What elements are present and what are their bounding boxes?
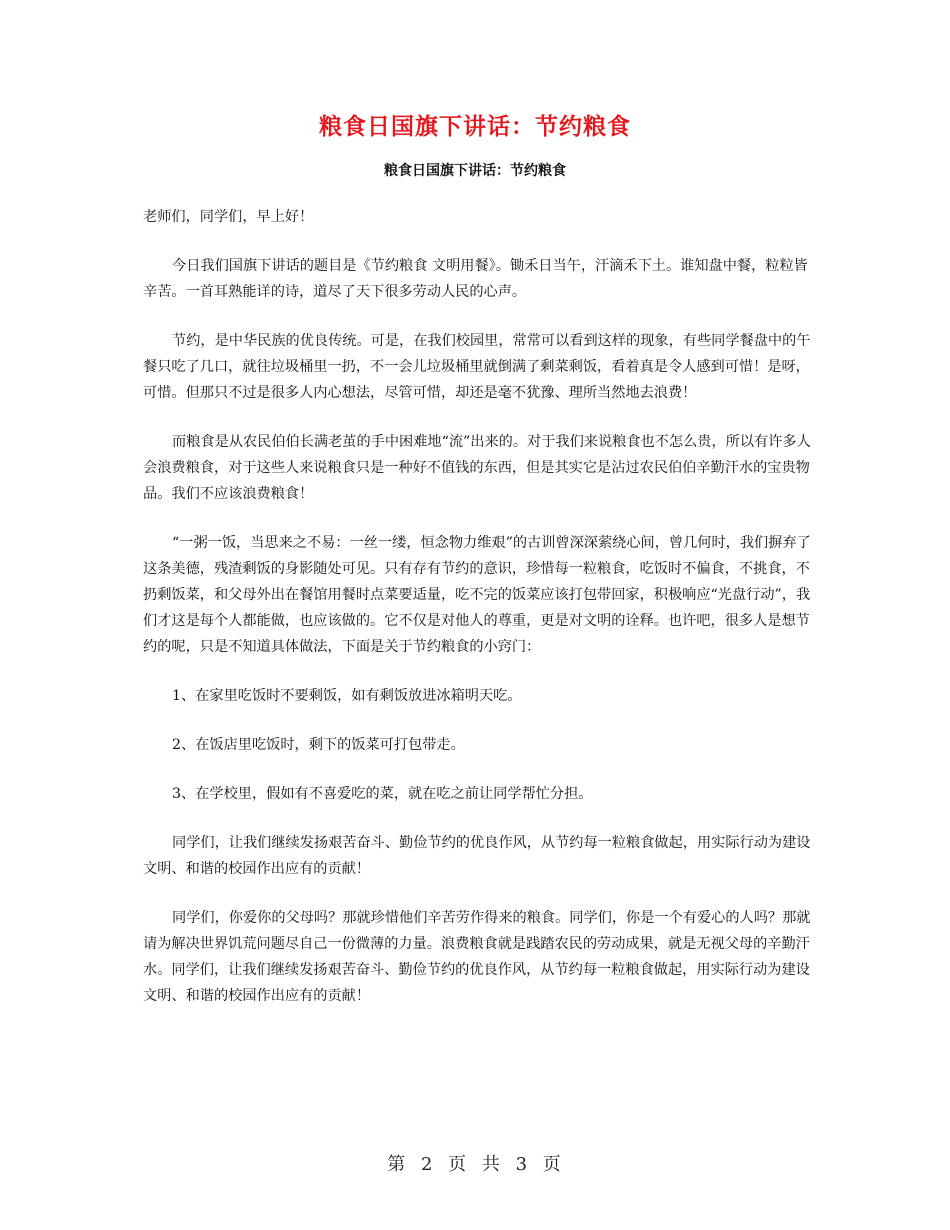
- paragraph: 节约，是中华民族的优良传统。可是，在我们校园里，常常可以看到这样的现象，有些同学餐盘中的午餐只吃了几口，就往垃圾桶里一扔，不一会儿垃圾桶里就倒满了剩菜剩饭，看着真是令人感到可惜！是呀，可惜。但那只不过是很多人内心想法，尽管可惜，却还是毫不犹豫、理所当然地去浪费！: [143, 333, 811, 401]
- closing-paragraph: 同学们，你爱你的父母吗？那就珍惜他们辛苦劳作得来的粮食。同学们，你是一个有爱心的人吗？那就请为解决世界饥荒问题尽自己一份微薄的力量。浪费粮食就是践踏农民的劳动成果，就是无视父母的辛勤汗水。同学们，让我们继续发扬艰苦奋斗、勤俭节约的优良作风，从节约每一粒粮食做起，用实际行动为建设文明、和谐的校园作出应有的贡献！: [143, 910, 811, 1004]
- page-title: 粮食日国旗下讲话：节约粮食: [319, 114, 631, 140]
- footer-page-total: 3: [515, 1154, 530, 1175]
- paragraph: 今日我们国旗下讲话的题目是《节约粮食 文明用餐》。锄禾日当午，汗滴禾下土。谁知盘中餐，粒粒皆辛苦。一首耳熟能详的诗，道尽了天下很多劳动人民的心声。: [143, 258, 808, 300]
- footer-page-label: 第: [387, 1154, 408, 1175]
- paragraph: “一粥一饭，当思来之不易：一丝一缕，恒念物力维艰”的古训曾深深萦绕心间，曾几何时，我们摒弃了这条美德，残渣剩饭的身影随处可见。只有存有节约的意识，珍惜每一粒粮食，吃饭时不偏食，不挑食，不扔剩饭菜，和父母外出在餐馆用餐时点菜要适量，吃不完的饭菜应该打包带回家，积极响应“光盘行动”，我们才这是每个人都能做，也应该做的。它不仅是对他人的尊重，更是对文明的诠释。也许吧，很多人是想节约的呢，只是不知道具体做法，下面是关于节约粮食的小窍门：: [143, 535, 811, 655]
- footer-total-label: 共: [481, 1154, 502, 1175]
- footer-page-current: 2: [420, 1154, 435, 1175]
- closing-paragraph: 同学们，让我们继续发扬艰苦奋斗、勤俭节约的优良作风，从节约每一粒粮食做起，用实际行动为建设文明、和谐的校园作出应有的贡献！: [143, 835, 811, 877]
- page-footer: [0, 1150, 950, 1176]
- greeting: 老师们，同学们，早上好！: [143, 209, 314, 225]
- footer-page-unit: 页: [448, 1154, 469, 1175]
- paragraph: 而粮食是从农民伯伯长满老茧的手中困难地“流”出来的。对于我们来说粮食也不怎么贵，所以有许多人会浪费粮食，对于这些人来说粮食只是一种好不值钱的东西，但是其实它是沾过农民伯伯辛勤汗水的宝贵物品。我们不应该浪费粮食！: [143, 434, 811, 502]
- footer-total-unit: 页: [542, 1154, 563, 1175]
- page-subtitle: 粮食日国旗下讲话：节约粮食: [384, 163, 566, 179]
- document-body: [143, 204, 815, 1032]
- tip-item: 1、在家里吃饭时不要剩饭，如有剩饭放进冰箱明天吃。: [172, 688, 522, 704]
- tip-item: 2、在饭店里吃饭时，剩下的饭菜可打包带走。: [172, 737, 465, 753]
- tip-item: 3、在学校里，假如有不喜爱吃的菜，就在吃之前让同学帮忙分担。: [172, 786, 593, 802]
